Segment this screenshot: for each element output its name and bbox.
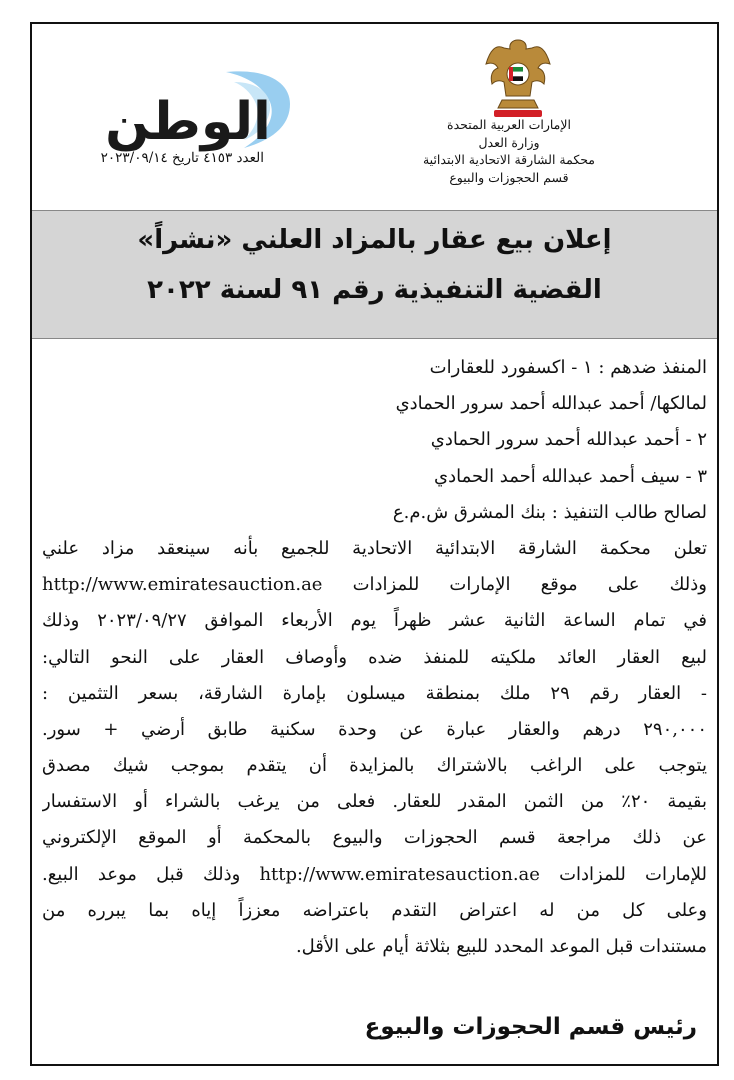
body-line: لبيع العقار العائد ملكيته للمنفذ ضده وأوصاف العقار على النحو التالي: [42,646,707,668]
newspaper-name: الوطن [105,92,271,152]
authority-line: قسم الحجوزات والبيوع [449,169,569,185]
body-line: يتوجب على الراغب بالاشتراك بالمزايدة أن يتقدم بموجب شيك مصدق [42,755,707,777]
issue-line: العدد ٤١٥٣ تاريخ ٢٠٢٣/٠٩/١٤ [100,150,264,166]
body-line: ٢٩٠,٠٠٠ درهم والعقار عبارة عن وحدة سكنية طابق أرضي + سور. [42,718,707,740]
body-line: - العقار رقم ٢٩ ملك بمنطقة ميسلون بإمارة الشارقة، بسعر التثمين : [42,682,707,704]
authority-line: الإمارات العربية المتحدة [447,117,571,132]
case-title: القضية التنفيذية رقم ٩١ لسنة ٢٠٢٢ [147,275,602,305]
authority-line: محكمة الشارقة الاتحادية الابتدائية [422,152,595,167]
newspaper-masthead [76,64,296,154]
body-line: وذلك على موقع الإمارات للمزادات http://www.emiratesauction.ae [42,574,707,596]
notice-title: إعلان بيع عقار بالمزاد العلني «نشراً» [137,225,612,255]
body-line: المنفذ ضدهم : ١ - اكسفورد للعقارات [429,357,707,378]
signature: رئيس قسم الحجوزات والبيوع [364,1014,697,1040]
title-band [32,210,717,339]
body-line: ٣ - سيف أحمد عبدالله أحمد الحمادي [433,465,707,487]
uae-emblem-icon [482,34,554,122]
authority-line: وزارة العدل [478,134,540,150]
body-line: لمالكها/ أحمد عبدالله أحمد سرور الحمادي [395,393,707,415]
body-line: تعلن محكمة الشارقة الابتدائية الاتحادية للجميع بأنه سينعقد مزاد علني [42,537,707,559]
body-line: في تمام الساعة الثانية عشر ظهراً يوم الأربعاء الموافق ٢٠٢٣/٠٩/٢٧ وذلك [42,610,707,632]
body-line: ٢ - أحمد عبدالله أحمد سرور الحمادي [430,429,707,451]
body-line: عن ذلك مراجعة قسم الحجوزات والبيوع بالمحكمة أو الموقع الإلكتروني [42,827,707,849]
notice-frame [30,22,719,1066]
body-line: للإمارات للمزادات http://www.emiratesauction.ae وذلك قبل موعد البيع. [42,863,707,885]
body-line: وعلى كل من له اعتراض التقدم باعتراضه معززاً إياه بما يبرره من [42,899,707,921]
body-line: لصالح طالب التنفيذ : بنك المشرق ش.م.ع [392,501,707,523]
body-line: مستندات قبل الموعد المحدد للبيع بثلاثة أيام على الأقل. [295,936,707,957]
notice-body [42,350,707,965]
body-line: بقيمة ٢٠٪ من الثمن المقدر للعقار. فعلى من يرغب بالشراء أو الاستفسار [42,791,707,813]
authority-block [404,116,614,186]
